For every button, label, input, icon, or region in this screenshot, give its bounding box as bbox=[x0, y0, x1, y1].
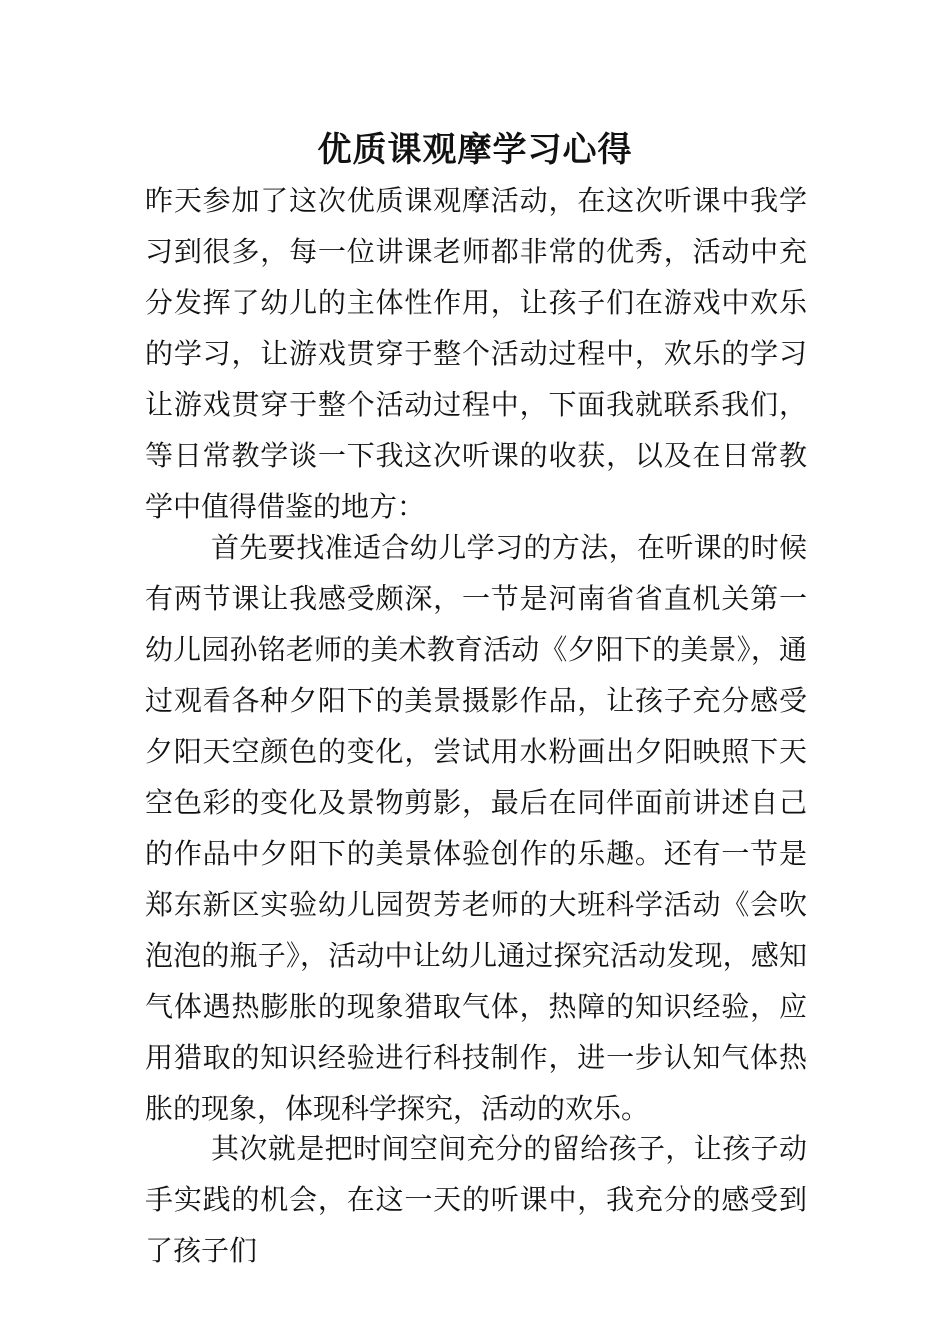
document-title: 优质课观摩学习心得 bbox=[317, 130, 633, 170]
paragraph-methods: 首先要找准适合幼儿学习的方法，在听课的时候有两节课让我感受颇深，一节是河南省省直机关第一幼儿园孙铭老师的美术教育活动《夕阳下的美景》，通过观看各种夕阳下的美景摄影作品，让孩子充分感受夕阳天空颜色的变化，尝试用水粉画出夕阳映照下天空色彩的变化及景物剪影，最后在同伴面前讲述自己的作品中夕阳下的美景体验创作的乐趣。还有一节是郑东新区实验幼儿园贺芳老师的大班科学活动《会吹泡泡的瓶子》，活动中让幼儿通过探究活动发现，感知气体遇热膨胀的现象猎取气体，热障的知识经验，应用猎取的知识经验进行科技制作，进一步认知气体热胀的现象，体现科学探究，活动的欢乐。 bbox=[145, 531, 807, 1125]
paragraph-intro: 昨天参加了这次优质课观摩活动，在这次听课中我学习到很多，每一位讲课老师都非常的优秀，活动中充分发挥了幼儿的主体性作用，让孩子们在游戏中欢乐的学习，让游戏贯穿于整个活动过程中，欢乐的学习让游戏贯穿于整个活动过程中，下面我就联系我们，等日常教学谈一下我这次听课的收获，以及在日常教学中值得借鉴的地方： bbox=[145, 184, 807, 523]
paragraph-time-space: 其次就是把时间空间充分的留给孩子，让孩子动手实践的机会，在这一天的听课中，我充分的感受到了孩子们 bbox=[145, 1132, 807, 1267]
